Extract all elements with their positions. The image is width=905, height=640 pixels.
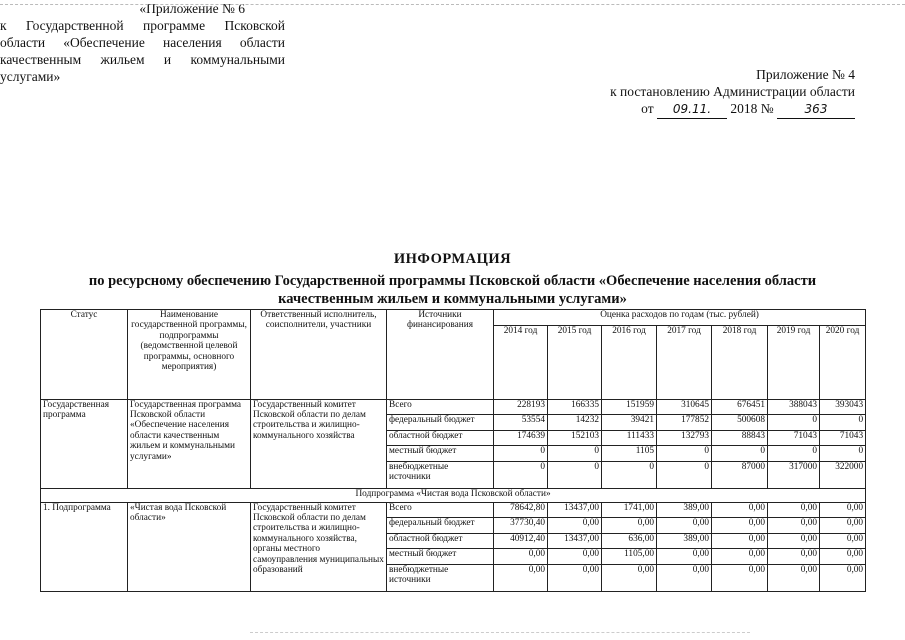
funding-source: Всего [387, 399, 494, 415]
amount-cell: 389,00 [657, 533, 712, 549]
amount-cell: 0 [768, 446, 820, 462]
amount-cell: 132793 [657, 430, 712, 446]
amount-cell: 13437,00 [548, 502, 602, 518]
amount-cell: 636,00 [602, 533, 657, 549]
amount-cell: 13437,00 [548, 533, 602, 549]
document-title: ИНФОРМАЦИЯ [393, 251, 512, 267]
amount-cell: 0,00 [548, 518, 602, 534]
date-prefix: от [641, 101, 654, 116]
header-year: 2017 год [657, 325, 712, 399]
amount-cell: 0 [657, 446, 712, 462]
amount-cell: 317000 [768, 461, 820, 488]
amount-cell: 166335 [548, 399, 602, 415]
amount-cell: 228193 [494, 399, 548, 415]
amount-cell: 393043 [820, 399, 866, 415]
amount-cell: 0,00 [768, 518, 820, 534]
amount-cell: 0,00 [820, 564, 866, 591]
funding-source: областной бюджет [387, 430, 494, 446]
subtitle-line-2: качественным жильем и коммунальными услугами» [278, 291, 627, 307]
amount-cell: 0,00 [657, 564, 712, 591]
amount-cell: 152103 [548, 430, 602, 446]
header-name: Наименование государственной программы, подпрограммы (ведомственной целевой программы, основного мероприятия) [128, 310, 251, 400]
header-year: 2015 год [548, 325, 602, 399]
header-executor: Ответственный исполнитель, соисполнители, участники [251, 310, 387, 400]
amount-cell: 0,00 [768, 533, 820, 549]
amount-cell: 174639 [494, 430, 548, 446]
subprogram-status: 1. Подпрограмма [41, 502, 128, 591]
amount-cell: 71043 [768, 430, 820, 446]
subprogram-title: Подпрограмма «Чистая вода Псковской области» [41, 488, 866, 502]
amount-cell: 0 [494, 461, 548, 488]
amount-cell: 676451 [712, 399, 768, 415]
subprogram-name: «Чистая вода Псковской области» [128, 502, 251, 591]
program-name: Государственная программа Псковской области «Обеспечение населения области качественным жильем и коммунальными услугами» [128, 399, 251, 488]
amount-cell: 1105,00 [602, 549, 657, 565]
header-row-1 [41, 310, 866, 326]
year-label: 2018 № [730, 101, 774, 116]
header-year: 2014 год [494, 325, 548, 399]
amount-cell: 0,00 [712, 564, 768, 591]
amount-cell: 0,00 [712, 518, 768, 534]
appendix-4-decree: к постановлению Администрации области [610, 84, 855, 99]
subprogram-title-row [41, 488, 866, 502]
amount-cell: 389,00 [657, 502, 712, 518]
amount-cell: 14232 [548, 415, 602, 431]
subprogram-row [41, 502, 866, 518]
scan-edge-line [0, 4, 905, 5]
amount-cell: 0,00 [657, 518, 712, 534]
funding-source: внебюджетные источники [387, 461, 494, 488]
amount-cell: 111433 [602, 430, 657, 446]
program-status: Государственная программа [41, 399, 128, 488]
amount-cell: 0,00 [494, 549, 548, 565]
amount-cell: 87000 [712, 461, 768, 488]
amount-cell: 0,00 [712, 502, 768, 518]
amount-cell: 0 [820, 446, 866, 462]
amount-cell: 0 [602, 461, 657, 488]
funding-source: федеральный бюджет [387, 415, 494, 431]
amount-cell: 40912,40 [494, 533, 548, 549]
document-subtitle [20, 272, 885, 308]
amount-cell: 151959 [602, 399, 657, 415]
amount-cell: 0 [657, 461, 712, 488]
amount-cell: 0,00 [820, 533, 866, 549]
header-status: Статус [41, 310, 128, 400]
header-sources: Источники финансирования [387, 310, 494, 400]
header-year: 2016 год [602, 325, 657, 399]
funding-source: внебюджетные источники [387, 564, 494, 591]
header-estimate: Оценка расходов по годам (тыс. рублей) [494, 310, 866, 326]
appendix-6-block [0, 0, 285, 85]
amount-cell: 0,00 [768, 502, 820, 518]
amount-cell: 0,00 [768, 549, 820, 565]
amount-cell: 0,00 [602, 518, 657, 534]
subtitle-line-1: по ресурсному обеспечению Государственной программы Псковской области «Обеспечение населения области [88, 273, 817, 289]
amount-cell: 500608 [712, 415, 768, 431]
amount-cell: 0,00 [712, 549, 768, 565]
header-year: 2019 год [768, 325, 820, 399]
scan-bottom-edge [250, 632, 750, 633]
subprogram-executor: Государственный комитет Псковской области по делам строительства и жилищно-коммунального хозяйства, органы местного самоуправления муниципальных образований [251, 502, 387, 591]
program-executor: Государственный комитет Псковской области по делам строительства и жилищно-коммунального хозяйства [251, 399, 387, 488]
appendix-4-title: Приложение № 4 [756, 67, 855, 82]
appendix-4-date-line [520, 100, 855, 119]
amount-cell: 78642,80 [494, 502, 548, 518]
amount-cell: 310645 [657, 399, 712, 415]
amount-cell: 39421 [602, 415, 657, 431]
amount-cell: 177852 [657, 415, 712, 431]
amount-cell: 0 [494, 446, 548, 462]
amount-cell: 322000 [820, 461, 866, 488]
amount-cell: 0,00 [820, 549, 866, 565]
amount-cell: 1105 [602, 446, 657, 462]
amount-cell: 0,00 [820, 518, 866, 534]
amount-cell: 71043 [820, 430, 866, 446]
amount-cell: 88843 [712, 430, 768, 446]
amount-cell: 0 [820, 415, 866, 431]
amount-cell: 53554 [494, 415, 548, 431]
funding-source: местный бюджет [387, 549, 494, 565]
resource-table [40, 309, 866, 592]
amount-cell: 0 [712, 446, 768, 462]
appendix-6-title: «Приложение № 6 [139, 1, 245, 16]
amount-cell: 0 [548, 446, 602, 462]
amount-cell: 0,00 [602, 564, 657, 591]
amount-cell: 0 [768, 415, 820, 431]
amount-cell: 0,00 [768, 564, 820, 591]
program-row [41, 399, 866, 415]
amount-cell: 1741,00 [602, 502, 657, 518]
amount-cell: 0,00 [494, 564, 548, 591]
amount-cell: 388043 [768, 399, 820, 415]
date-handwritten: 09.11. [657, 101, 727, 119]
amount-cell: 0,00 [548, 549, 602, 565]
amount-cell: 0,00 [657, 549, 712, 565]
appendix-6-body: к Государственной программе Псковской области «Обеспечение населения области качественным жильем и коммунальными услугами» [0, 18, 285, 84]
decree-number-handwritten: 363 [777, 101, 855, 119]
amount-cell: 0,00 [548, 564, 602, 591]
amount-cell: 0,00 [712, 533, 768, 549]
funding-source: федеральный бюджет [387, 518, 494, 534]
amount-cell: 37730,40 [494, 518, 548, 534]
amount-cell: 0,00 [820, 502, 866, 518]
appendix-4-block [520, 66, 855, 119]
funding-source: областной бюджет [387, 533, 494, 549]
funding-source: Всего [387, 502, 494, 518]
header-year: 2020 год [820, 325, 866, 399]
header-year: 2018 год [712, 325, 768, 399]
amount-cell: 0 [548, 461, 602, 488]
funding-source: местный бюджет [387, 446, 494, 462]
